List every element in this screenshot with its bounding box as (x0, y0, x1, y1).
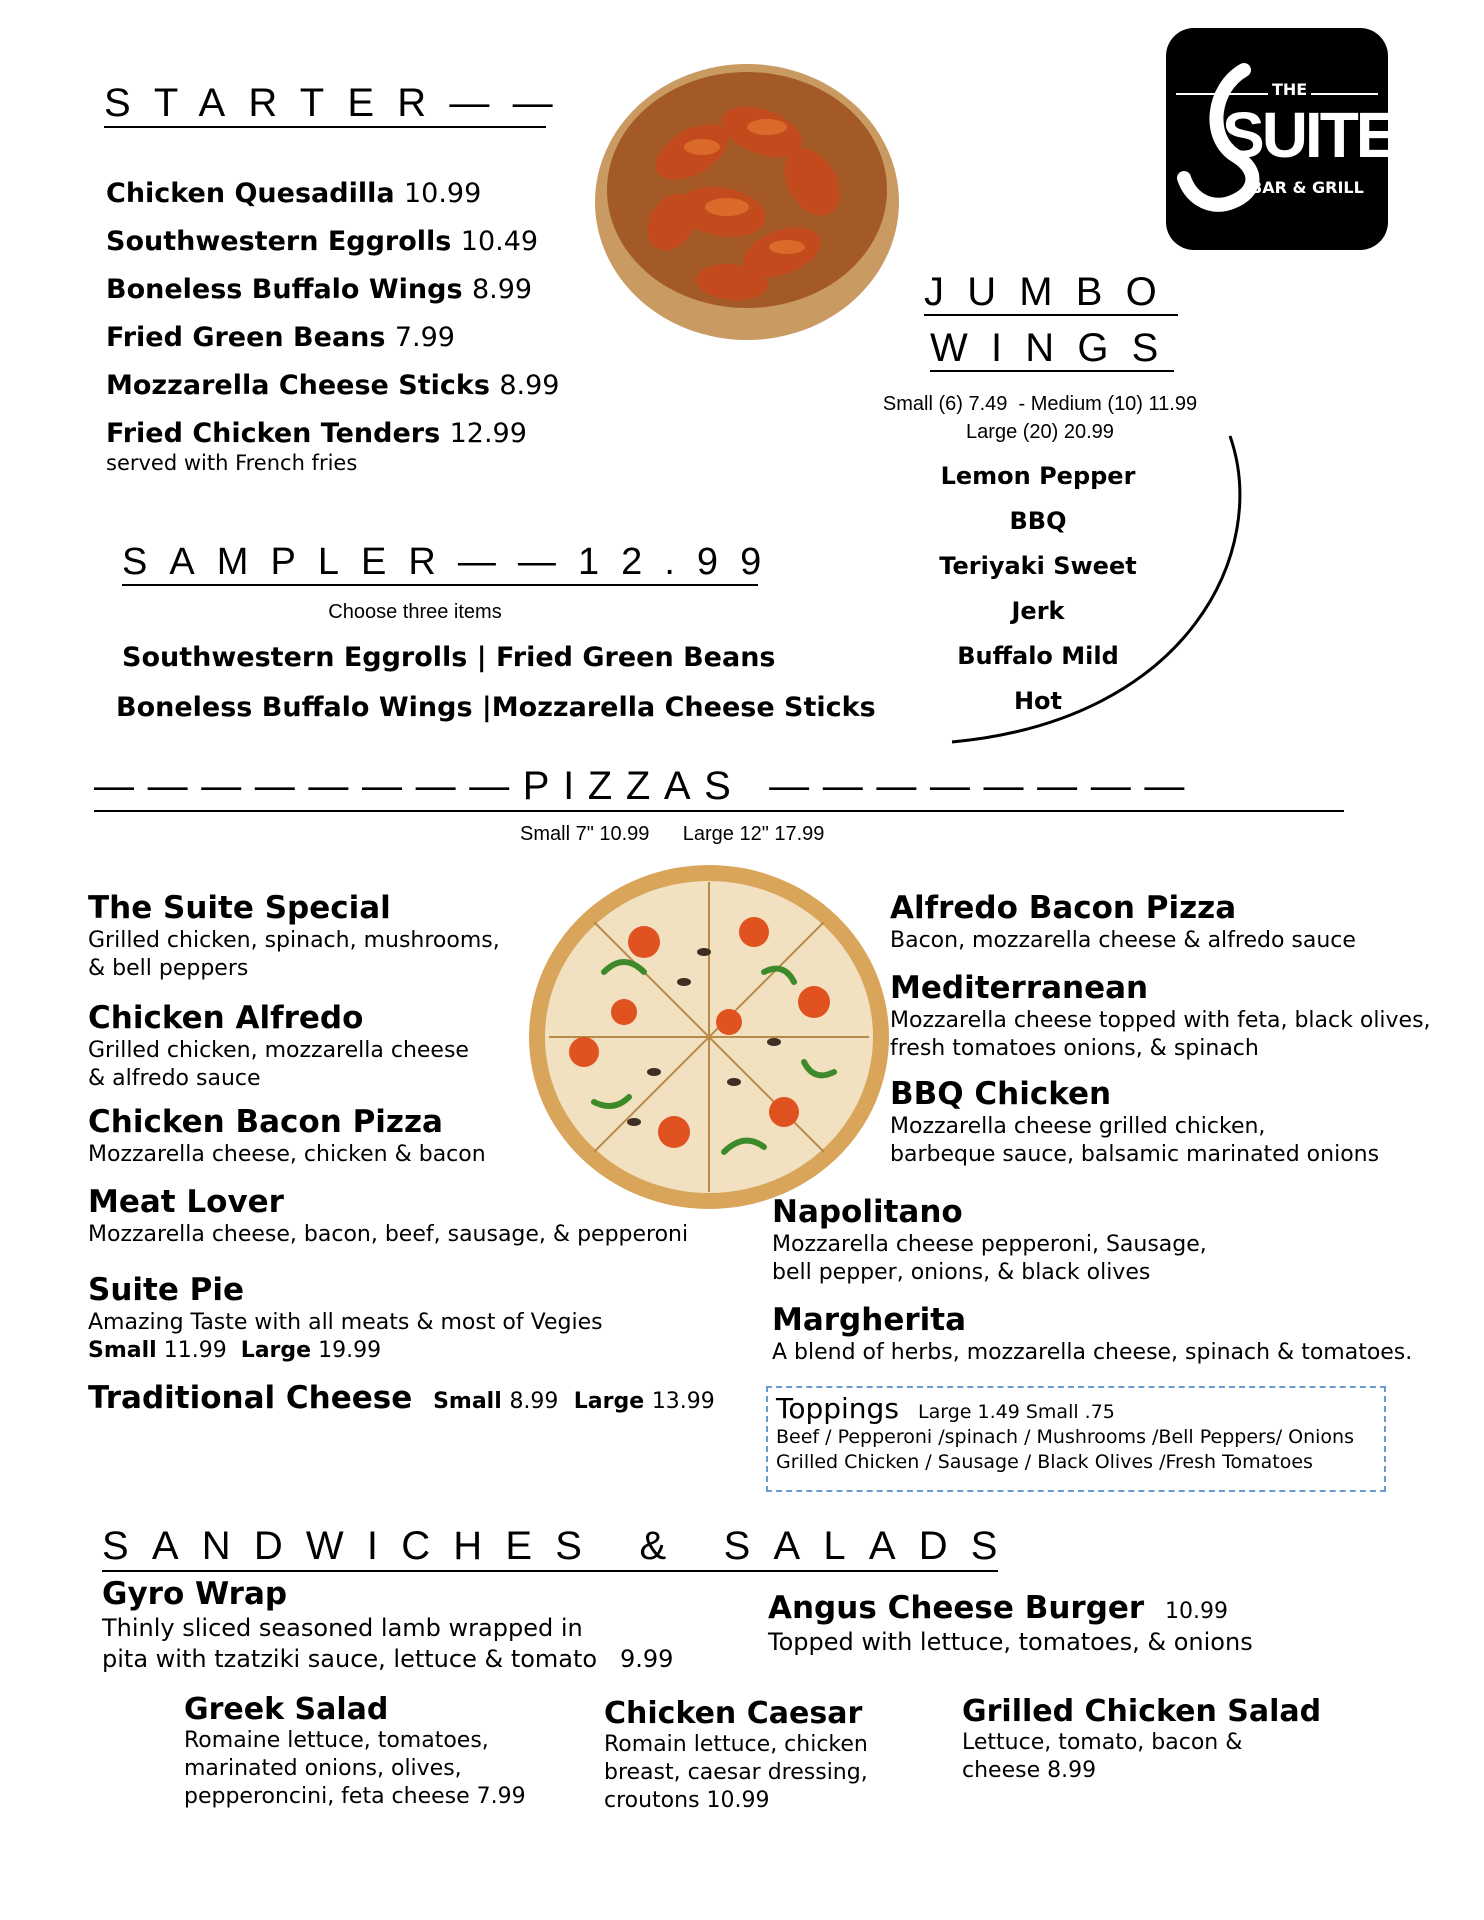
list-item: Alfredo Bacon Pizza Bacon, mozzarella cheese & alfredo sauce (890, 890, 1356, 954)
grilled-chicken-salad: Grilled Chicken Salad Lettuce, tomato, bacon & cheese 8.99 (962, 1694, 1322, 1784)
list-item: Chicken Quesadilla 10.99 (106, 178, 482, 209)
list-item: Teriyaki Sweet (939, 552, 1137, 580)
list-item: Boneless Buffalo Wings 8.99 (106, 274, 533, 305)
pizza-right-column (890, 890, 1431, 1170)
list-item: Chicken Bacon Pizza Mozzarella cheese, chicken & bacon (88, 1104, 486, 1168)
wings-sizes-1: Small (6) 7.49 - Medium (10) 11.99 (882, 393, 1198, 415)
pizzas-heading: ————————PIZZAS ———————— (94, 762, 1344, 812)
list-item: Suite Pie Amazing Taste with all meats & most of Vegies Small 11.99 Large 19.99 (88, 1272, 603, 1364)
wings-heading-2: WINGS (930, 326, 1182, 370)
list-item: Jerk (1011, 597, 1065, 625)
logo-top-text: THE (1268, 80, 1311, 99)
sampler-heading: SAMPLER——12.99 (122, 540, 758, 586)
list-item: BBQ Chicken Mozzarella cheese grilled chicken, barbeque sauce, balsamic marinated onions (890, 1076, 1380, 1168)
gyro-wrap: Gyro Wrap Thinly sliced seasoned lamb wrapped in pita with tzatziki sauce, lettuce & tomato 9.99 (102, 1576, 674, 1674)
logo-main-text: SUITE (1222, 99, 1396, 171)
list-item: Mozzarella Cheese Sticks 8.99 (106, 370, 560, 401)
list-item: Southwestern Eggrolls 10.49 (106, 226, 539, 257)
list-item: Lemon Pepper (940, 462, 1136, 490)
list-item: Chicken Alfredo Grilled chicken, mozzarella cheese & alfredo sauce (88, 1000, 469, 1092)
list-item: The Suite Special Grilled chicken, spinach, mushrooms, & bell peppers (88, 890, 500, 982)
list-item: Mediterranean Mozzarella cheese topped with feta, black olives, fresh tomatoes onions, & spinach (890, 970, 1431, 1062)
wings-bowl-image (592, 52, 902, 342)
toppings-title: Toppings (776, 1392, 899, 1425)
list-item: Traditional Cheese Small 8.99 Large 13.99 (88, 1380, 715, 1416)
toppings-line-1: Beef / Pepperoni /spinach / Mushrooms /Bell Peppers/ Onions (776, 1426, 1354, 1448)
sampler-line-1: Southwestern Eggrolls | Fried Green Beans (122, 642, 776, 673)
sandwiches-heading: SANDWICHES & SALADS (102, 1522, 998, 1572)
logo-sub-text: BAR & GRILL (1250, 178, 1364, 197)
wings-arc-decoration (940, 430, 1260, 750)
angus-burger: Angus Cheese Burger 10.99 Topped with lettuce, tomatoes, & onions (768, 1590, 1253, 1657)
list-item: Fried Chicken Tenders 12.99 (106, 418, 527, 449)
toppings-line-2: Grilled Chicken / Sausage / Black Olives /Fresh Tomatoes (776, 1450, 1313, 1473)
wings-sizes-2: Large (20) 20.99 (966, 421, 1114, 443)
pizza-right-lower (772, 1194, 1412, 1367)
list-item: Margherita A blend of herbs, mozzarella cheese, spinach & tomatoes. (772, 1302, 1413, 1366)
list-item: BBQ (1009, 507, 1067, 535)
sampler-note: Choose three items (328, 601, 502, 623)
pizzas-sizes: Small 7" 10.99 Large 12" 17.99 (520, 823, 825, 845)
list-item: Fried Green Beans 7.99 (106, 322, 455, 353)
starter-list (106, 178, 559, 477)
starter-heading: STARTER—— (104, 80, 546, 128)
pizza-left-column (88, 890, 715, 1417)
toppings-box (766, 1386, 1386, 1492)
list-item: Napolitano Mozzarella cheese pepperoni, Sausage, bell pepper, onions, & black olives (772, 1194, 1207, 1286)
greek-salad: Greek Salad Romaine lettuce, tomatoes, marinated onions, olives, pepperoncini, feta cheese 7.99 (184, 1692, 526, 1810)
starter-note: served with French fries (106, 451, 358, 475)
sampler-line-2: Boneless Buffalo Wings |Mozzarella Cheese Sticks (116, 692, 876, 723)
list-item: Meat Lover Mozzarella cheese, bacon, beef, sausage, & pepperoni (88, 1184, 689, 1248)
list-item: Buffalo Mild (957, 642, 1119, 670)
chicken-caesar: Chicken Caesar Romain lettuce, chicken breast, caesar dressing, croutons 10.99 (604, 1696, 868, 1814)
wings-heading-1: JUMBO (924, 270, 1180, 314)
list-item: Hot (1013, 687, 1063, 715)
toppings-prices: Large 1.49 Small .75 (918, 1401, 1115, 1423)
logo (1166, 28, 1396, 250)
